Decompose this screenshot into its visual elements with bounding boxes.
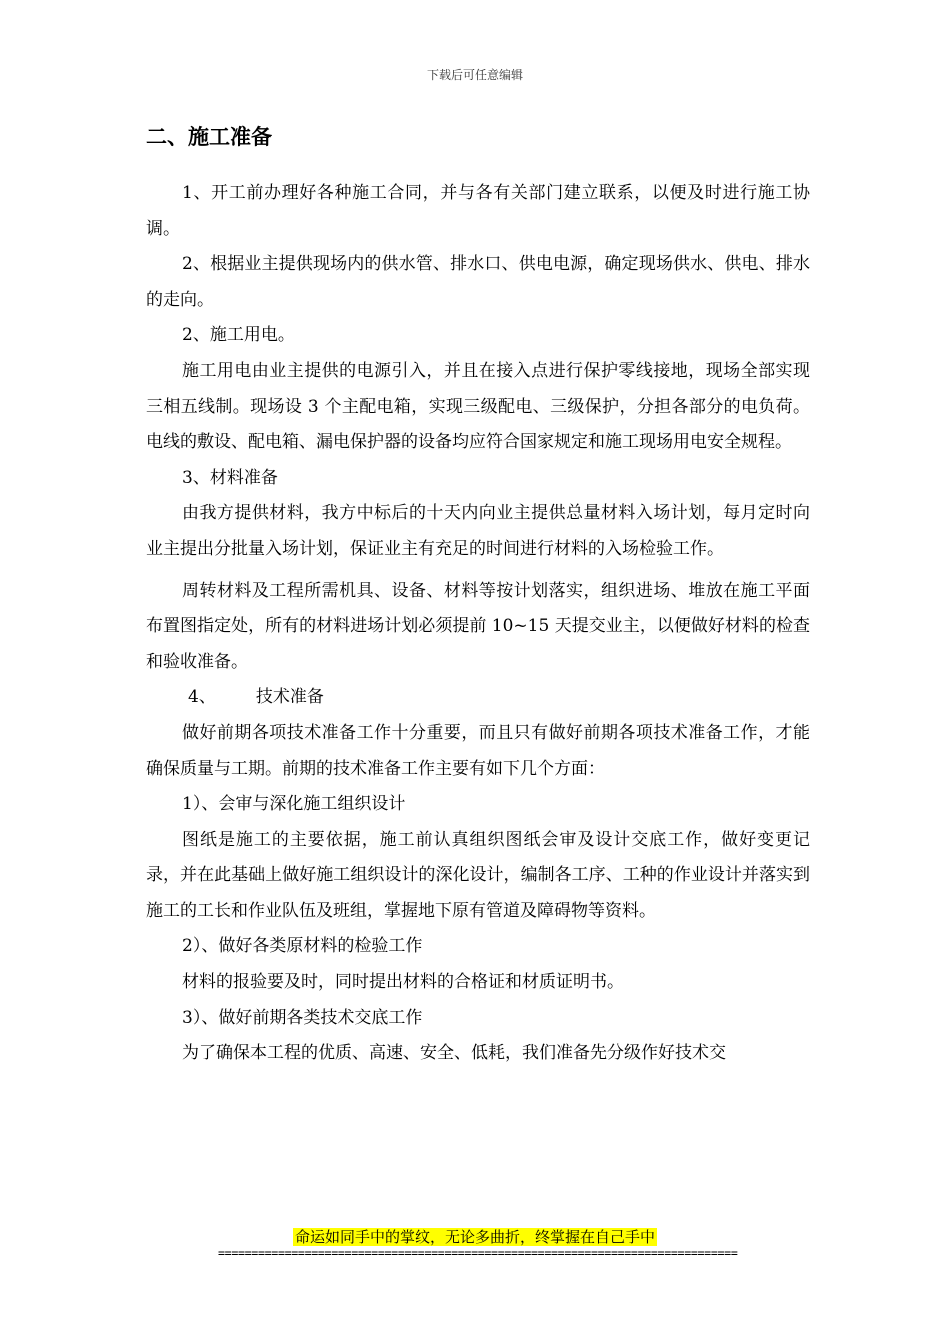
paragraph: 为了确保本工程的优质、高速、安全、低耗，我们准备先分级作好技术交 (182, 1043, 726, 1064)
subsection-number: 4、 (188, 687, 216, 708)
paragraph: 3、材料准备 (182, 467, 278, 488)
paragraph: 做好前期各项技术准备工作十分重要，而且只有做好前期各项技术准备工作，才能确保质量与工期。前期的技术准备工作主要有如下几个方面： (146, 722, 810, 779)
page-header-note: 下载后可任意编辑 (426, 68, 523, 82)
paragraph: 周转材料及工程所需机具、设备、材料等按计划落实，组织进场、堆放在施工平面布置图指定处，所有的材料进场计划必须提前 10~15 天提交业主，以便做好材料的检查和验收准备。 (146, 580, 810, 672)
paragraph: 2、根据业主提供现场内的供水管、排水口、供电电源，确定现场供水、供电、排水的走向。 (146, 254, 810, 310)
footer-divider: ============================================================================== (218, 1246, 738, 1260)
subsection-title: 技术准备 (255, 687, 324, 708)
paragraph: 3）、做好前期各类技术交底工作 (182, 1007, 423, 1028)
footer-motto-text: 命运如同手中的掌纹，无论多曲折，终掌握在自己手中 (294, 1228, 655, 1246)
paragraph: 1）、会审与深化施工组织设计 (182, 794, 406, 815)
document-body (146, 176, 810, 1072)
subsection-heading (146, 680, 810, 716)
paragraph: 材料的报验要及时，同时提出材料的合格证和材质证明书。 (182, 972, 624, 993)
paragraph: 图纸是施工的主要依据，施工前认真组织图纸会审及设计交底工作，做好变更记录，并在此基础上做好施工组织设计的深化设计，编制各工序、工种的作业设计并落实到施工的工长和作业队伍及班组，掌握地下原有管道及障碍物等资料。 (146, 829, 810, 921)
paragraph: 施工用电由业主提供的电源引入，并且在接入点进行保护零线接地，现场全部实现三相五线制。现场设 3 个主配电箱，实现三级配电、三级保护，分担各部分的电负荷。电线的敷设、配电箱、漏电保护器的设备均应符合国家规定和施工现场用电安全规程。 (146, 360, 810, 453)
paragraph: 2、施工用电。 (182, 325, 295, 346)
paragraph: 由我方提供材料，我方中标后的十天内向业主提供总量材料入场计划，每月定时向业主提出分批量入场计划，保证业主有充足的时间进行材料的入场检验工作。 (146, 503, 810, 559)
footer-motto (0, 1227, 950, 1247)
paragraph: 1、开工前办理好各种施工合同，并与各有关部门建立联系，以便及时进行施工协调。 (146, 183, 810, 239)
section-title: 二、施工准备 (146, 124, 272, 149)
paragraph: 2）、做好各类原材料的检验工作 (182, 936, 423, 957)
